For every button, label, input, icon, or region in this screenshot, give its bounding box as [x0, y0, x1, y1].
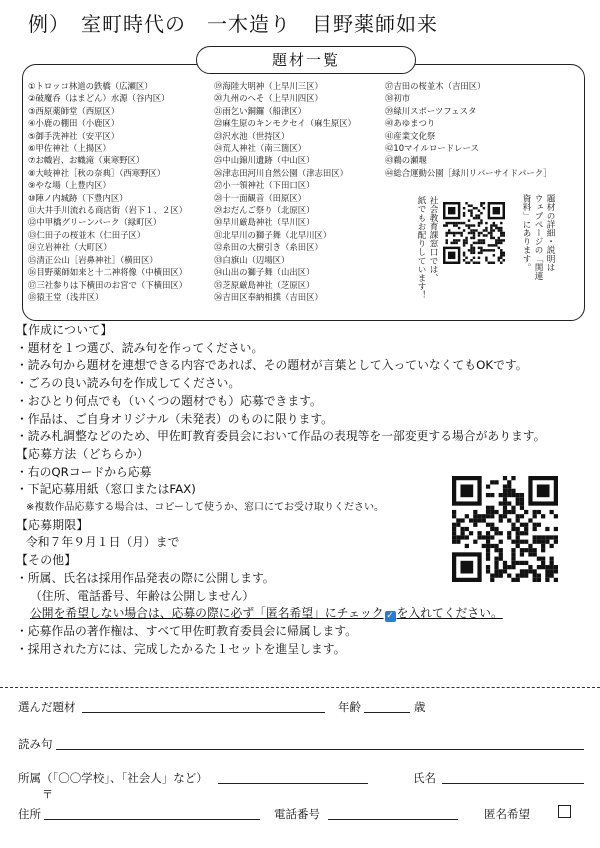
- address-label: 住所: [18, 807, 41, 821]
- list-item: ⑳九州のへそ（上早川四区）: [214, 93, 323, 104]
- list-item: ⑧大岐神社［秋の奈典］（西寒野区）: [28, 167, 166, 178]
- list-item: ⑤御手洗神社（安平区）: [28, 130, 120, 141]
- guidelines: [16, 322, 591, 658]
- phone-label: 電話番号: [274, 807, 320, 821]
- period-value: 令和７年９月１日（月）まで: [26, 535, 180, 550]
- affiliation-label: 所属（「〇〇学校」、「社会人」など）: [18, 771, 208, 785]
- example-heading: 例） 室町時代の 一木造り 目野薬師如来: [28, 12, 438, 36]
- paper-note: [415, 196, 439, 314]
- list-item: ㉙おだんご祭り（北原区）: [214, 205, 315, 216]
- list-item: ㉑雨乞い銅鑼（船津区）: [214, 105, 307, 116]
- list-item: ⑰三社参りは下横田のお宮で（下横田区）: [28, 279, 188, 290]
- apply-items: [16, 464, 591, 499]
- list-item: ㊴緑川スポーツフェスタ: [385, 105, 477, 116]
- age-field[interactable]: [364, 712, 410, 713]
- age-unit: 歳: [414, 700, 426, 714]
- list-item: ①トロッコ林道の鉄橋（広瀬区）: [28, 81, 153, 91]
- list-item: ㊵あゆまつり: [385, 118, 436, 129]
- list-item: ㉜糸田の大樹引き（糸田区）: [214, 242, 323, 253]
- age-label: 年齢: [338, 700, 361, 714]
- other-item-1: ・所属、氏名は採用作品発表の際に公開します。: [16, 570, 275, 585]
- anonymous-label: 匿名希望: [484, 807, 530, 821]
- list-item: ④小鹿の棚田（小鹿区）: [28, 118, 120, 129]
- list-item: ⑥甲佐神社（上揚区）: [28, 143, 111, 154]
- list-item: ⑩陣ノ内城跡（下豊内区）: [28, 192, 128, 203]
- anonymous-instruction: [16, 605, 591, 623]
- list-item: ・下記応募用紙（窓口またはFAX): [16, 482, 196, 497]
- list-item: ウェブページの「関連: [533, 194, 543, 280]
- postal-mark: 〒: [42, 788, 53, 801]
- phone-field[interactable]: [328, 819, 458, 820]
- list-item: 紙でもお配りしています！: [416, 196, 426, 300]
- create-items: [16, 340, 591, 446]
- name-label: 氏名: [413, 771, 436, 785]
- other-item-2: ・応募作品の著作権は、すべて甲佐町教育委員会に帰属します。: [16, 623, 357, 638]
- list-item: ⑮清正公山［岩鼻神社］（横田区）: [28, 254, 158, 265]
- detail-note: [520, 194, 556, 312]
- list-item: ㉕中山錦川遺跡（中山区）: [214, 155, 315, 166]
- phrase-field[interactable]: [56, 749, 584, 750]
- list-item: ⑫中甲橋グリーンパーク（緑町区）: [28, 217, 162, 228]
- list-item: ⑨やな場（上豊内区）: [28, 180, 111, 191]
- list-item: ・読み札調整などのため、甲佐町教育委員会において作品の表現等を一部変更する場合があります。: [16, 429, 546, 444]
- qr-code-details[interactable]: [443, 202, 505, 264]
- list-item: ⑬仁田子の桜並木（仁田子区）: [28, 229, 146, 240]
- list-item: ・読み句から題材を連想できる内容であれば、その題材が言葉として入っていなくてもOKです。: [16, 358, 528, 373]
- list-item: ・右のQRコードから応募: [16, 464, 152, 479]
- list-item: ③西原薬師堂（西原区）: [28, 105, 120, 116]
- topic-list-title: 題材一覧: [196, 46, 416, 74]
- list-item: 題材の詳細・説明は: [545, 194, 555, 272]
- list-item: ㊱吉田区奉納相撲（吉田区）: [214, 291, 323, 302]
- topic-column-1: [28, 80, 187, 303]
- list-item: ㉗小一領神社（下田口区）: [214, 180, 315, 191]
- list-item: ⑯目野薬師如来と十二神将像（中横田区）: [28, 267, 188, 278]
- list-item: ㊷10マイルロードレース: [385, 143, 479, 154]
- list-item: ⑦お幟岩、お幟滝（東寒野区）: [28, 155, 145, 166]
- list-item: ・ごろの良い読み句を作成してください。: [16, 376, 241, 391]
- list-item: 社会教育課窓口では、: [428, 196, 438, 282]
- list-item: ㉟芝原厳島神社（芝原区）: [214, 279, 315, 290]
- list-item: ㊶産業文化祭: [385, 130, 436, 141]
- list-item: ・題材を１つ選び、読み句を作ってください。: [16, 340, 264, 355]
- apply-heading: 【応募方法（どちらか）: [16, 446, 150, 461]
- phrase-label: 読み句: [18, 737, 53, 751]
- list-item: ・作品は、ご自身オリジナル（未発表）のものに限ります。: [16, 411, 333, 426]
- affiliation-field[interactable]: [218, 783, 368, 784]
- anonymous-checkbox[interactable]: [558, 805, 571, 818]
- topic-label: 選んだ題材: [18, 700, 76, 714]
- list-item: ⑪大井手川流れる商店街（岩下１、２区）: [28, 205, 188, 216]
- topic-field[interactable]: [82, 712, 325, 713]
- list-item: ㉓沢水池（世持区）: [214, 130, 290, 141]
- list-item: ㉞山出の獅子舞（山出区）: [214, 267, 315, 278]
- anonymous-instruction-text: 公開を希望しない場合は、応募の際に必ず「匿名希望」にチェック: [30, 606, 384, 621]
- topic-column-3: [385, 80, 552, 179]
- period-heading: 【応募期限】: [16, 517, 89, 532]
- list-item: ㉚早川厳島神社（早川区）: [214, 217, 315, 228]
- list-item: ㊹総合運動公園［緑川リバーサイドパーク］: [385, 167, 552, 178]
- list-item: ㉝白旗山（辺場区）: [214, 254, 290, 265]
- cut-line: [0, 687, 600, 688]
- list-item: ⑲海陸大明神（上早川三区）: [214, 81, 323, 91]
- list-item: ㊸鵜の瀬堰: [385, 155, 427, 166]
- list-item: ②破魔呑（はまどん）水源（谷内区）: [28, 93, 170, 104]
- other-item-1-sub: （住所、電話番号、年齢は公開しません）: [30, 588, 255, 603]
- topic-column-2: [214, 80, 356, 303]
- list-item: ㉖津志田河川自然公園（津志田区）: [214, 167, 348, 178]
- list-item: ㉘十一面観音（田原区）: [214, 192, 307, 203]
- list-item: ㉛北早川の獅子舞（北早川区）: [214, 229, 332, 240]
- list-item: 資料」にあります。: [521, 194, 531, 272]
- list-item: ㉔荒人神社（南三箇区）: [214, 143, 307, 154]
- create-heading: 【作成について】: [16, 323, 113, 337]
- list-item: ㊳初市: [385, 93, 411, 104]
- list-item: ㊲吉田の桜並木（吉田区）: [385, 81, 486, 91]
- other-item-3: ・採用された方には、完成したかるた１セットを進呈します。: [16, 641, 346, 656]
- list-item: ㉒麻生原のキンモクセイ（麻生原区）: [214, 118, 357, 129]
- apply-note: ※複数作品応募する場合は、コピーして使うか、窓口にてお受け取りください。: [26, 502, 384, 514]
- list-item: ・おひとり何点でも（いくつの題材でも）応募できます。: [16, 393, 322, 408]
- address-field[interactable]: [44, 819, 260, 820]
- other-heading: 【その他】: [16, 553, 77, 568]
- list-item: ⑭立岩神社（大町区）: [28, 242, 112, 253]
- list-item: ⑱猿王堂（浅井区）: [28, 291, 104, 302]
- name-field[interactable]: [442, 783, 584, 784]
- anonymous-instruction-end: を入れてください。: [396, 606, 503, 621]
- checkmark-icon: ✓: [386, 611, 394, 622]
